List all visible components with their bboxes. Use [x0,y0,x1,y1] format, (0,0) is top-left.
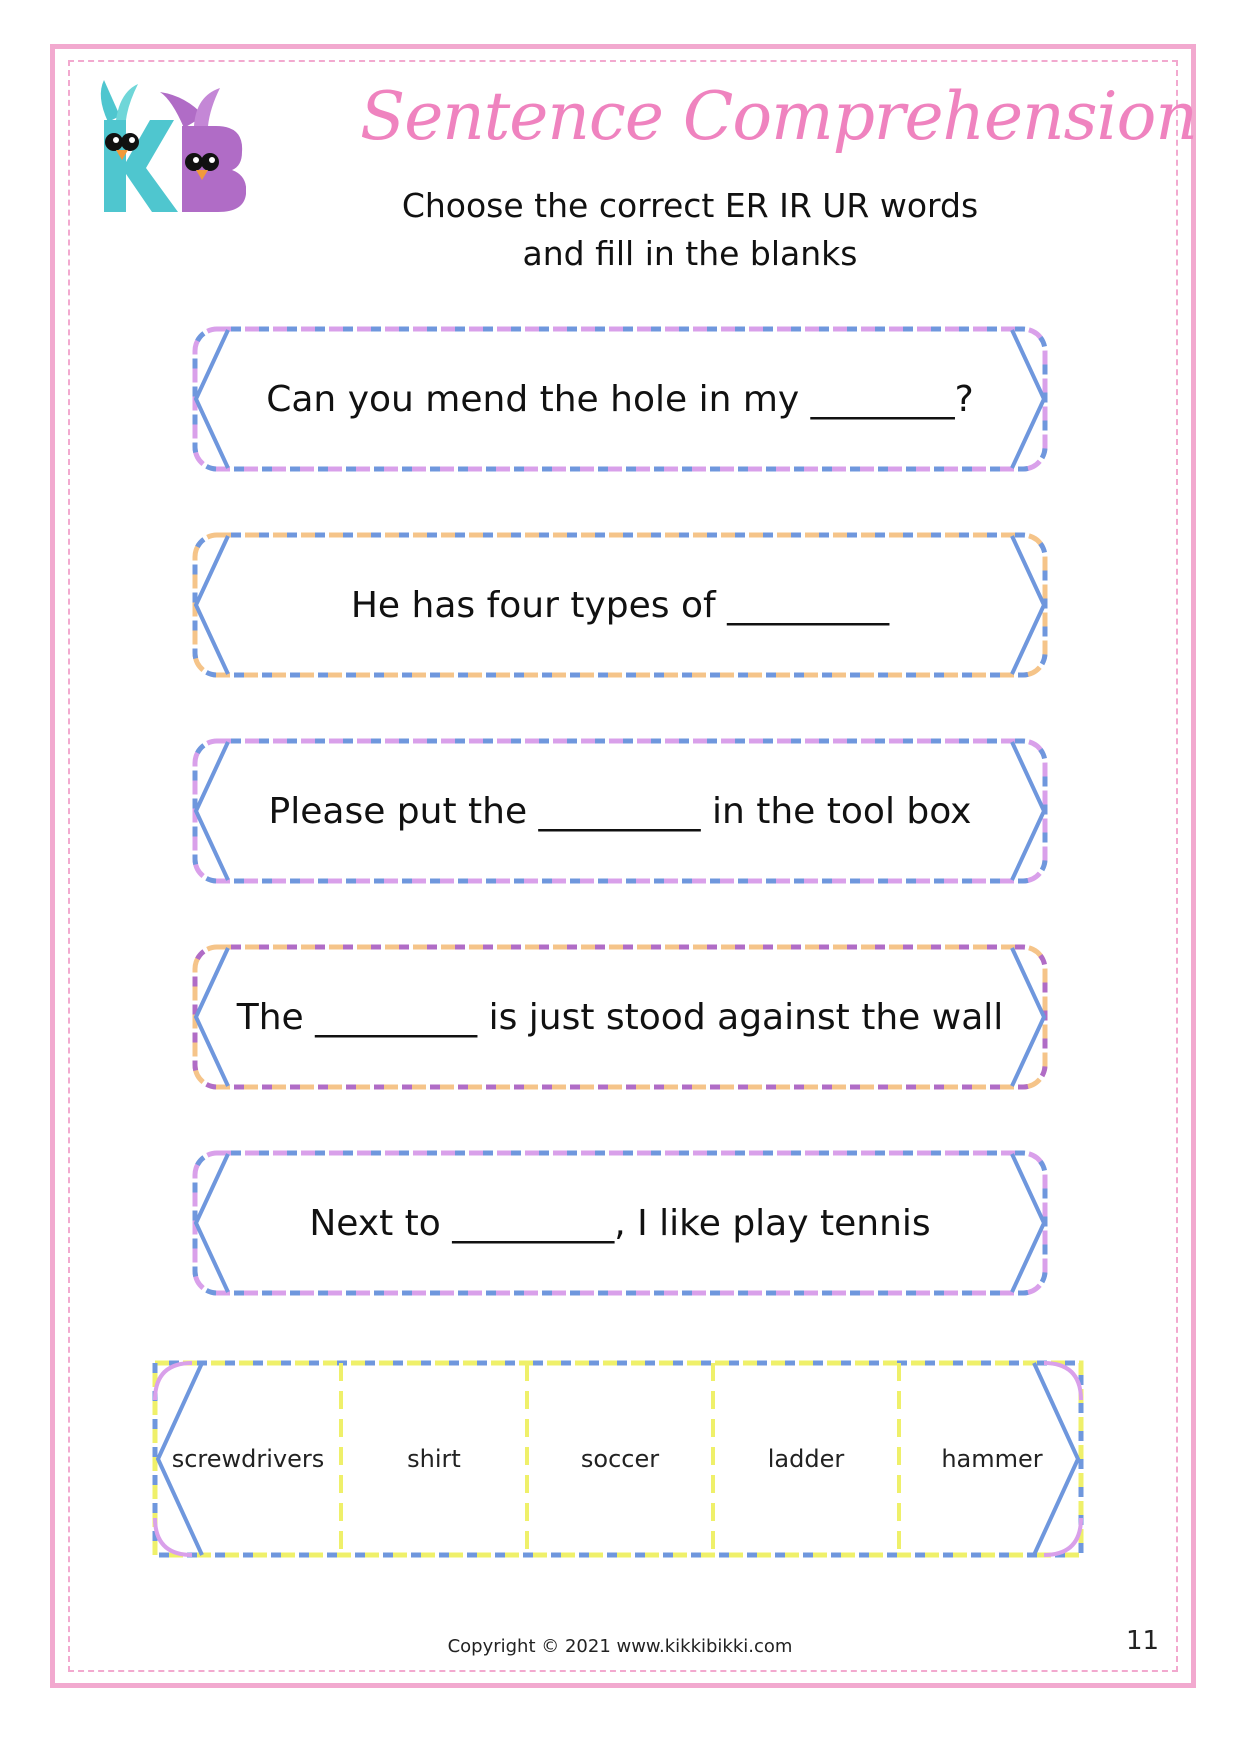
sentence-text: Can you mend the hole in my ________? [266,378,974,420]
page-title: Sentence Comprehension [360,78,1197,155]
sentence-box-5 [192,1150,1048,1296]
sentence-box-3 [192,738,1048,884]
page-number: 11 [1126,1626,1160,1656]
word-bank [152,1360,1084,1558]
sentence-text: Please put the _________ in the tool box [268,790,972,832]
word-bank-item-screwdrivers: screwdrivers [171,1445,325,1473]
word-bank-item-soccer: soccer [580,1445,660,1473]
word-bank-item-ladder: ladder [767,1445,845,1473]
word-bank-item-shirt: shirt [407,1445,461,1473]
sentence-text: He has four types of _________ [350,584,890,626]
instruction-line-1: Choose the correct ER IR UR words [401,186,979,225]
copyright-text: Copyright © 2021 www.kikkibikki.com [447,1636,793,1657]
sentence-text: The _________ is just stood against the wall [236,996,1004,1038]
sentence-box-1 [192,326,1048,472]
sentence-box-2 [192,532,1048,678]
sentence-text: Next to _________, I like play tennis [309,1202,931,1244]
kb-logo-icon [86,76,246,216]
instruction-line-2: and fill in the blanks [522,234,858,273]
word-bank-item-hammer: hammer [941,1445,1043,1473]
sentence-box-4 [192,944,1048,1090]
